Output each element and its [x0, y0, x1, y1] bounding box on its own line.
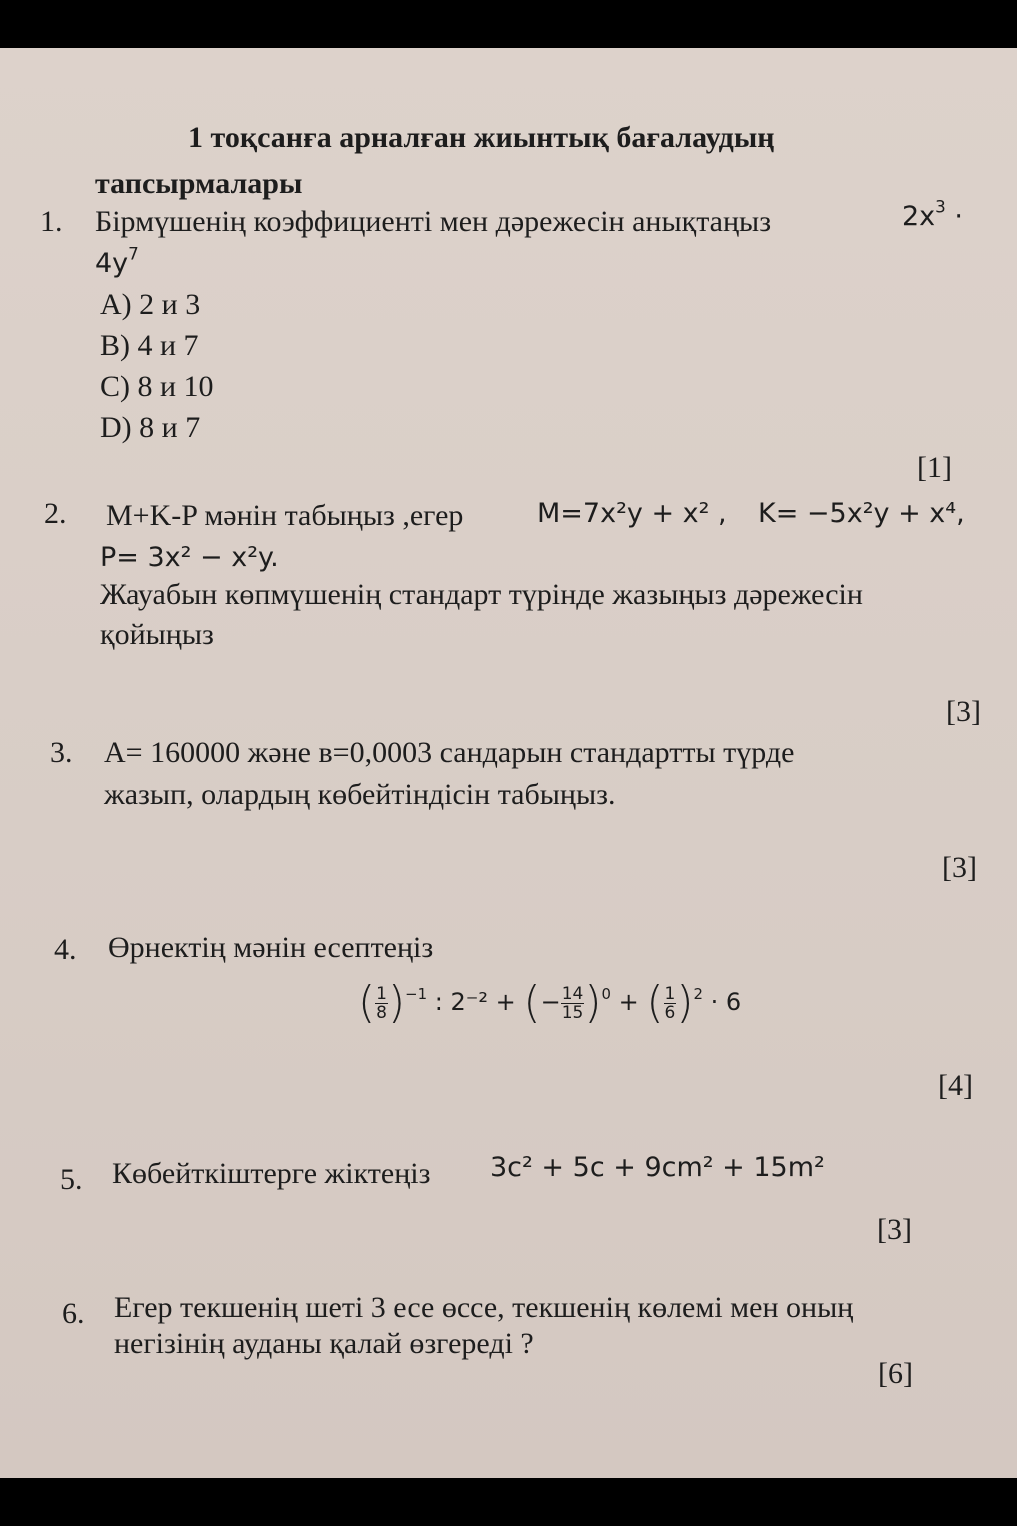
task-3-line-1: A= 160000 және в=0,0003 сандарын стандартты түрде	[104, 736, 795, 769]
task-2-score: [3]	[946, 695, 981, 728]
task-2-number: 2.	[44, 497, 67, 530]
paren-open: (	[358, 977, 376, 1028]
task-2-m-expression: M=7x²y + x² ,	[537, 498, 727, 529]
task-5-text: Көбейткіштерге жіктеңіз	[112, 1157, 431, 1190]
fraction-3: $\frac{1}{6}$	[664, 983, 676, 1023]
paren-close: )	[388, 977, 406, 1028]
task-1-score: [1]	[917, 451, 952, 484]
task-3-line-2: жазып, олардың көбейтіндісін табыңыз.	[104, 778, 616, 811]
task-5-score: [3]	[877, 1213, 912, 1246]
task-2-p-expression: P= 3x² − x²y.	[100, 542, 279, 573]
task-1-text: Бірмүшенің коэффициенті мен дәрежесін анықтаңыз	[95, 205, 772, 238]
title-line-2: тапсырмалары	[95, 167, 303, 200]
task-1-number: 1.	[40, 205, 63, 238]
task-4-text: Өрнектің мәнін есептеңіз	[108, 931, 434, 964]
paren-open: (	[646, 977, 664, 1028]
task-5-number: 5.	[60, 1163, 83, 1196]
fraction-2: $\frac{14}{15}$	[561, 983, 584, 1023]
title-line-1: 1 тоқсанға арналған жиынтық бағалаудың	[188, 121, 775, 154]
fraction-1: $\frac{1}{8}$	[376, 983, 387, 1023]
task-5-expression: 3c² + 5c + 9cm² + 15m²	[490, 1152, 825, 1183]
task-4-score: [4]	[938, 1069, 973, 1102]
task-6-line-2: негізінің ауданы қалай өзгереді ?	[114, 1327, 534, 1360]
task-3-score: [3]	[942, 851, 977, 884]
task-4-number: 4.	[54, 933, 77, 966]
task-1-option-c: C) 8 и 10	[100, 370, 214, 403]
task-2-k-expression: K= −5x²y + x⁴,	[758, 498, 965, 529]
task-1-option-d: D) 8 и 7	[100, 411, 201, 444]
task-6-line-1: Егер текшенің шеті 3 есе өссе, текшенің көлемі мен оның	[114, 1291, 854, 1324]
task-1-expression-part-1: $2x^3$ ·	[902, 196, 964, 232]
task-4-expression: ( $\frac{1}{8}$ )$^{-1}$ : 2⁻² + (− $\frac{14}{15}$ )$^0$ + ( $\frac{1}{6}$ )$^2$ · 6	[358, 977, 742, 1028]
task-1-option-a: A) 2 и 3	[100, 288, 201, 321]
task-1-expression-part-2: $4y^7$	[95, 243, 139, 279]
task-2-lead: M+K-P мәнін табыңыз ,егер	[106, 499, 464, 532]
task-6-number: 6.	[62, 1297, 85, 1330]
paren-close: )	[584, 977, 602, 1028]
task-2-line-4: қойыңыз	[100, 618, 214, 651]
task-6-score: [6]	[878, 1357, 913, 1390]
paren-open: (	[523, 977, 541, 1028]
paren-close: )	[676, 977, 694, 1028]
task-3-number: 3.	[50, 736, 73, 769]
task-2-line-3: Жауабын көпмүшенің стандарт түрінде жазыңыз дәрежесін	[100, 578, 863, 611]
task-1-option-b: B) 4 и 7	[100, 329, 199, 362]
